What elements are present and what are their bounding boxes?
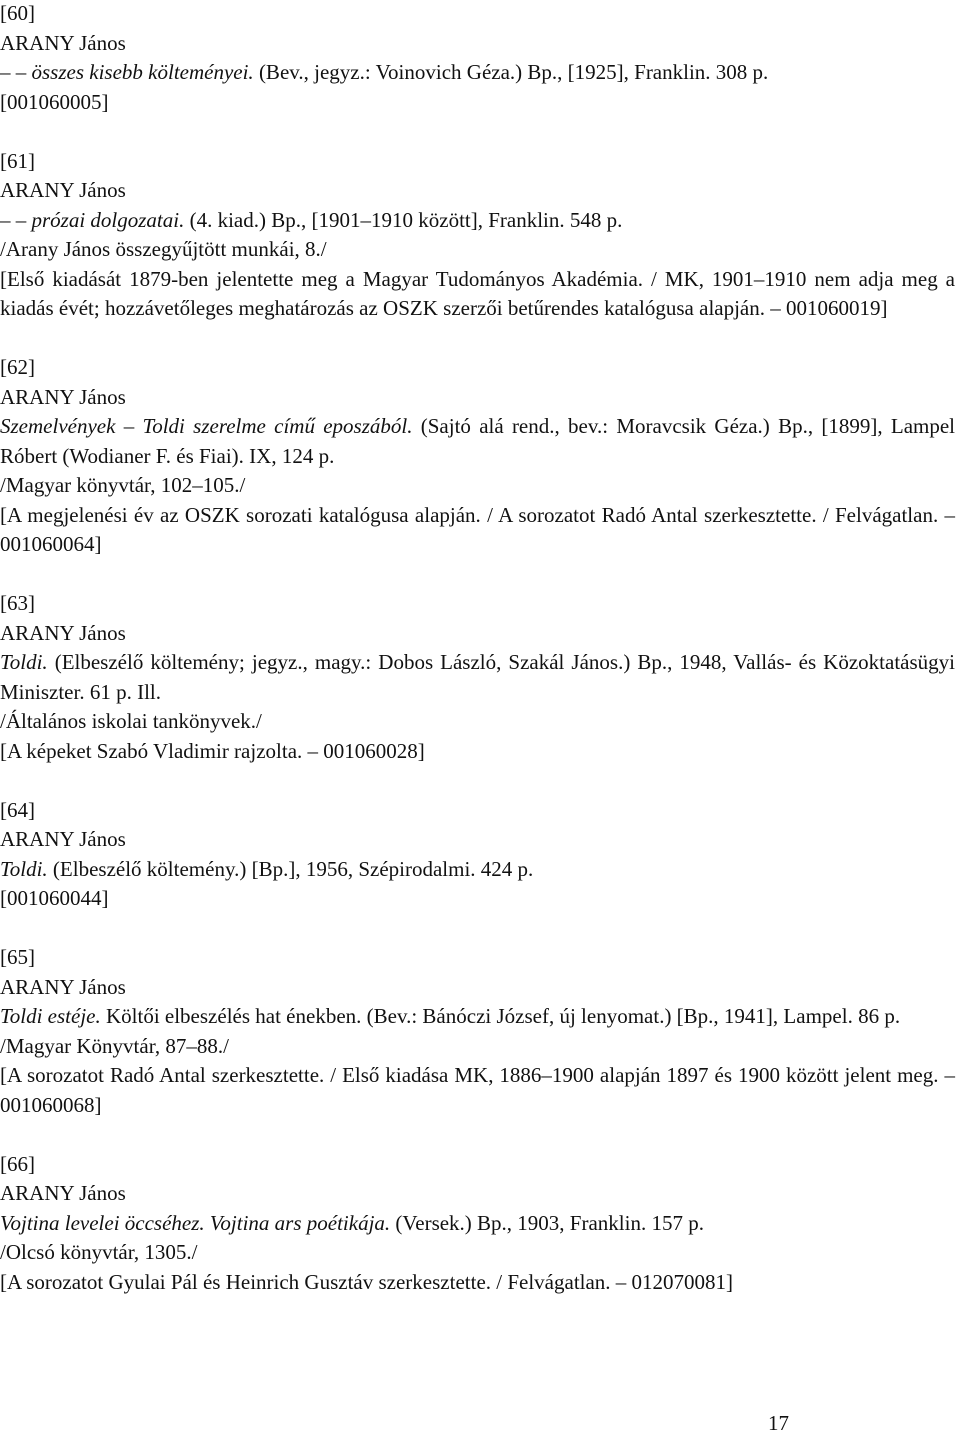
entry-title-line <box>0 58 955 88</box>
publication-details: (4. kiad.) Bp., [1901–1910 között], Franklin. 548 p. <box>184 207 623 232</box>
publication-details: (Sajtó alá rend., bev.: Moravcsik Géza.) Bp., [1899], Lampel Róbert (Wodianer F. és Fiai). IX, 124 p. <box>0 414 956 468</box>
entry-title-line <box>0 855 955 885</box>
bibliography-entry <box>0 147 955 324</box>
entry-number: [61] <box>0 148 35 173</box>
title-prefix: – – <box>0 207 32 232</box>
entry-title-line <box>0 648 955 707</box>
entry-note: [001060005] <box>0 89 109 114</box>
entry-note: [001060044] <box>0 886 109 910</box>
entry-number: [60] <box>0 1 35 25</box>
page-number: 17 <box>768 1411 789 1435</box>
entry-title: Toldi. <box>0 650 48 674</box>
publication-details: (Versek.) Bp., 1903, Franklin. 157 p. <box>390 1210 704 1235</box>
entry-note: /Magyar Könyvtár, 87–88./ <box>0 1033 229 1058</box>
entry-number: [64] <box>0 797 35 822</box>
bibliography-entry <box>0 943 955 1120</box>
title-prefix: – – <box>0 60 32 84</box>
entry-note: /Általános iskolai tankönyvek./ <box>0 709 262 733</box>
bibliography-entry <box>0 589 955 766</box>
entry-title: Toldi. <box>0 856 48 881</box>
publication-details: Költői elbeszélés hat énekben. (Bev.: Bánóczi József, új lenyomat.) [Bp., 1941], Lampel. 86 p. <box>100 1004 901 1028</box>
entry-title-line <box>0 1002 955 1032</box>
bibliography-entry <box>0 0 955 117</box>
entry-note: [A megjelenési év az OSZK sorozati katalógusa alapján. / A sorozatot Radó Antal szerkesztette. / Felvágatlan. – 001060064] <box>0 502 955 556</box>
publication-details: (Elbeszélő költemény.) [Bp.], 1956, Szépirodalmi. 424 p. <box>47 856 534 881</box>
entry-author: ARANY János <box>0 974 126 999</box>
entry-author: ARANY János <box>0 620 126 645</box>
entry-author: ARANY János <box>0 30 126 55</box>
entry-note: /Magyar könyvtár, 102–105./ <box>0 473 246 497</box>
entry-title: Szemelvények – Toldi szerelme című eposzából. <box>0 414 413 438</box>
entry-title: prózai dolgozatai. <box>31 207 185 232</box>
entry-title: Vojtina levelei öccséhez. Vojtina ars poétikája. <box>0 1210 391 1235</box>
entry-author: ARANY János <box>0 178 126 202</box>
bibliography-entry <box>0 353 955 560</box>
entry-note: /Arany János összegyűjtött munkái, 8./ <box>0 237 327 261</box>
entry-number: [65] <box>0 945 35 969</box>
entry-number: [63] <box>0 591 35 615</box>
entry-number: [62] <box>0 355 35 379</box>
publication-details: (Elbeszélő költemény; jegyz., magy.: Dobos László, Szakál János.) Bp., 1948, Vallás- és Közoktatásügyi Miniszter. 61 p. Ill. <box>0 650 955 704</box>
entry-author: ARANY János <box>0 1181 126 1205</box>
publication-details: (Bev., jegyz.: Voinovich Géza.) Bp., [1925], Franklin. 308 p. <box>253 60 769 84</box>
entry-note: [A sorozatot Gyulai Pál és Heinrich Gusztáv szerkesztette. / Felvágatlan. – 012070081] <box>0 1269 734 1294</box>
entry-note: /Olcsó könyvtár, 1305./ <box>0 1240 198 1264</box>
entry-number: [66] <box>0 1151 35 1176</box>
entry-title-line <box>0 1209 955 1239</box>
entry-note: [A sorozatot Radó Antal szerkesztette. / Első kiadása MK, 1886–1900 alapján 1897 és 1900 között jelent meg. – 001060068] <box>0 1063 955 1117</box>
entry-author: ARANY János <box>0 384 126 409</box>
entry-title-line <box>0 206 955 236</box>
entry-title: Toldi estéje. <box>0 1004 101 1028</box>
entry-author: ARANY János <box>0 827 126 851</box>
entry-note: [A képeket Szabó Vladimir rajzolta. – 001060028] <box>0 738 425 763</box>
entry-note: [Első kiadását 1879-ben jelentette meg a Magyar Tudományos Akadémia. / MK, 1901–1910 nem adja meg a kiadás évét; hozzávetőleges meghatározás az OSZK szerzői betűrendes katalógusa alapján. – 001060019] <box>0 266 955 320</box>
bibliography-entry <box>0 796 955 914</box>
entry-title: összes kisebb költeményei. <box>31 60 254 84</box>
entry-title-line <box>0 412 955 471</box>
bibliography-entry <box>0 1150 955 1298</box>
